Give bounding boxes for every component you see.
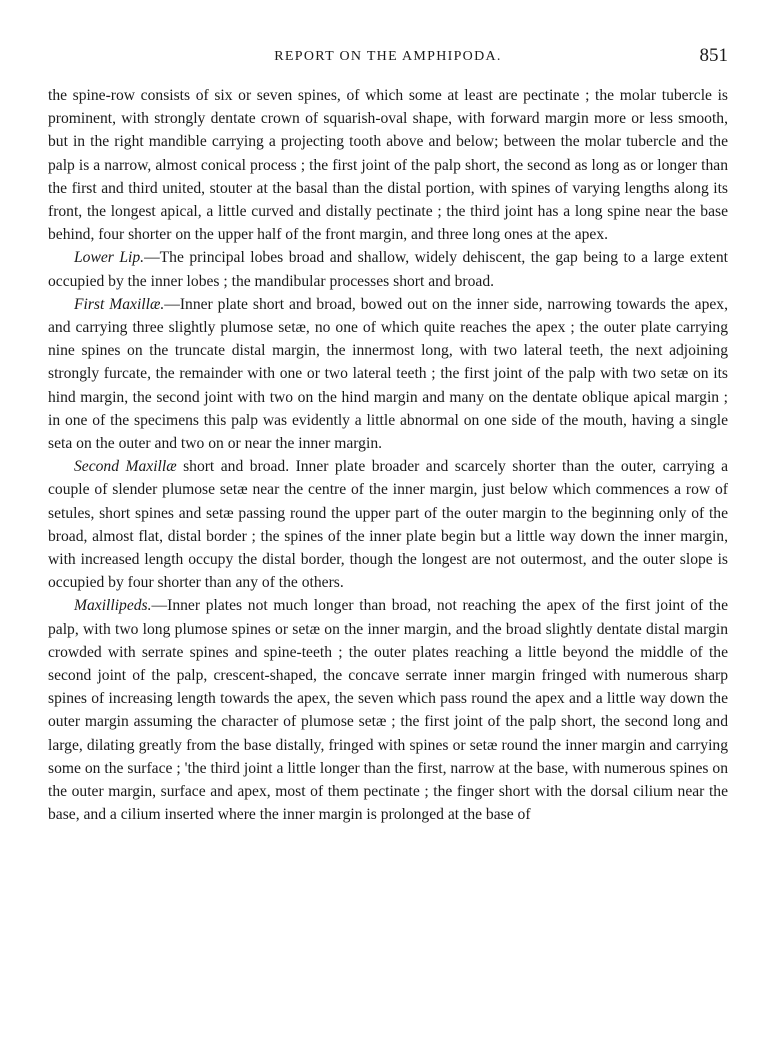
paragraph-text: —Inner plate short and broad, bowed out on the inner side, narrowing towards the apex, and carrying three slightly plumose setæ, no one of which quite reaches the apex ; the outer plate carrying nine spines on the truncate distal margin, the innermost long, with two lateral teeth, the next adjoining strongly furcate, the remainder with one or two lateral teeth ; the first joint of the palp with two setæ on its hind margin, the second joint with two on the hind margin and many on the dentate oblique apical margin ; in one of the specimens this palp was evidently a little abnormal on one side of the mouth, having a single seta on the outer and two on or near the inner margin. <box>48 295 728 453</box>
paragraph-heading: Maxillipeds. <box>74 597 152 615</box>
paragraph-text: the spine-row consists of six or seven spines, of which some at least are pectinate ; the molar tubercle is prominent, with strongly dentate crown of squarish-oval shape, with forward margin more or less smooth, but in the right mandible carrying a projecting tooth above and below; between the molar tubercle and the palp is a narrow, almost conical process ; the first joint of the palp short, the second as long as or longer than the first and third united, stouter at the basal than the distal portion, with spines of varying lengths along its front, the longest apical, a little curved and distally pectinate ; the third joint has a long spine near the base behind, four shorter on the upper half of the front margin, and three long ones at the apex. <box>48 87 728 244</box>
running-title: REPORT ON THE AMPHIPODA. <box>274 49 502 64</box>
paragraph-heading: Lower Lip. <box>74 249 145 267</box>
paragraph-text: —Inner plates not much longer than broad, not reaching the apex of the first joint of the palp, with two long plumose spines or setæ on the inner margin, and the broad slightly dentate distal margin crowded with serrate spines and spine-teeth ; the outer plates reaching a little beyond the middle of the second joint of the palp, crescent-shaped, the concave serrate inner margin fringed with numerous sharp spines of increasing length towards the apex, the seven which pass round the apex and a little way down the outer margin assuming the character of plumose setæ ; the first joint of the palp short, the second long and large, dilating greatly from the base distally, fringed with spines or setæ round the inner margin and carrying some on the surface ; 'the third joint a little longer than the first, narrow at the base, with numerous spines on the outer margin, surface and apex, most of them pectinate ; the finger short with the dorsal cilium near the base, and a cilium inserted where the inner margin is prolonged at the base of <box>48 597 728 824</box>
paragraph-mandible-continued <box>48 84 728 246</box>
paragraph-text: short and broad. Inner plate broader and scarcely shorter than the outer, carrying a couple of slender plumose setæ near the centre of the inner margin, just below which commences a row of setules, short spines and setæ passing round the upper part of the outer margin to the beginning only of the broad, almost flat, distal border ; the spines of the inner plate begin but a little way down the inner margin, with increased length occupy the distal border, though the longest are not outermost, and the outer slope is occupied by four shorter than any of the others. <box>48 458 728 592</box>
paragraph-text: —The principal lobes broad and shallow, widely dehiscent, the gap being to a large extent occupied by the inner lobes ; the mandibular processes short and broad. <box>48 249 728 290</box>
paragraph-lower-lip <box>48 246 728 292</box>
body-text <box>48 84 728 827</box>
page-header <box>48 45 728 71</box>
paragraph-heading: Second Maxillæ <box>74 458 177 476</box>
page-number: 851 <box>699 45 728 66</box>
paragraph-maxillipeds <box>48 594 728 826</box>
paragraph-second-maxillae <box>48 455 728 594</box>
paragraph-heading: First Maxillæ. <box>74 295 165 313</box>
paragraph-first-maxillae <box>48 293 728 455</box>
